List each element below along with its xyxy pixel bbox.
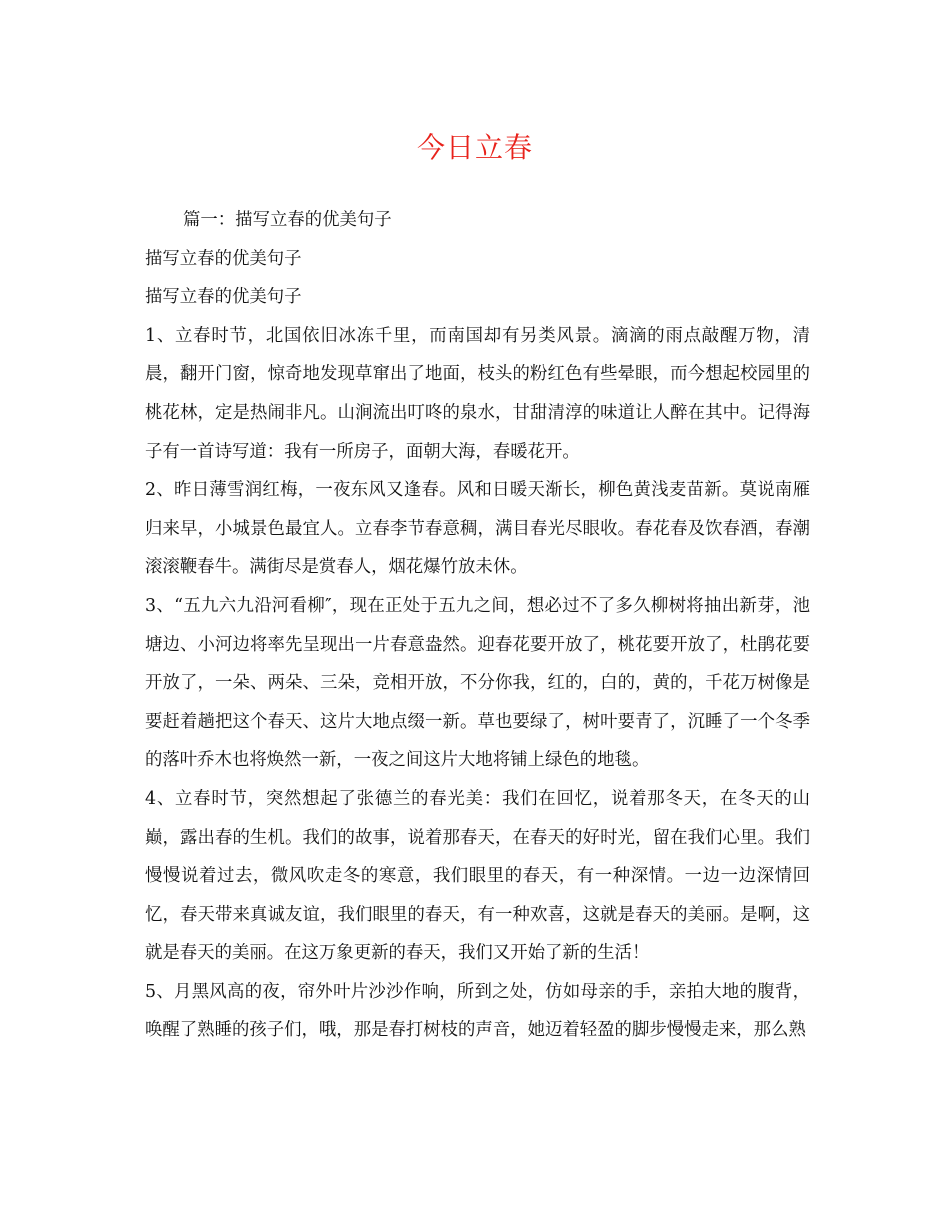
document-title: 今日立春	[416, 131, 533, 164]
document-body	[145, 201, 810, 1050]
subheading: 描写立春的优美句子	[145, 248, 302, 269]
paragraph: 3、“五九六九沿河看柳″，现在正处于五九之间，想必过不了多久柳树将抽出新芽，池塘边、小河边将率先呈现出一片春意盎然。迎春花要开放了，桃花要开放了，杜鹃花要开放了，一朵、两朵、三朵，竞相开放，不分你我，红的，白的，黄的，千花万树像是要赶着趟把这个春天、这片大地点缀一新。草也要绿了，树叶要青了，沉睡了一个冬季的落叶乔木也将焕然一新，一夜之间这片大地将铺上绿色的地毯。	[145, 595, 810, 771]
section-heading: 篇一：描写立春的优美句子	[183, 210, 392, 230]
paragraph: 2、昨日薄雪润红梅，一夜东风又逢春。风和日暖天渐长，柳色黄浅麦苗新。莫说南雁归来早，小城景色最宜人。立春李节春意稠，满目春光尽眼收。春花春及饮春酒，春潮滚滚鞭春牛。满街尽是赏春人，烟花爆竹放未休。	[145, 480, 810, 578]
subheading: 描写立春的优美句子	[145, 287, 302, 308]
paragraph: 1、立春时节，北国依旧冰冻千里，而南国却有另类风景。滴滴的雨点敲醒万物，清晨，翻开门窗，惊奇地发现草窜出了地面，枝头的粉红色有些晕眼，而今想起校园里的桃花林，定是热闹非凡。山涧流出叮咚的泉水，甘甜清淳的味道让人醉在其中。记得海子有一首诗写道：我有一所房子，面朝大海，春暖花开。	[145, 325, 810, 462]
paragraph: 4、立春时节，突然想起了张德兰的春光美：我们在回忆，说着那冬天，在冬天的山巅，露出春的生机。我们的故事，说着那春天，在春天的好时光，留在我们心里。我们慢慢说着过去，微风吹走冬的寒意，我们眼里的春天，有一种深情。一边一边深情回忆，春天带来真诚友谊，我们眼里的春天，有一种欢喜，这就是春天的美丽。是啊，这就是春天的美丽。在这万象更新的春天，我们又开始了新的生活！	[145, 788, 810, 964]
paragraph: 5、月黑风高的夜，帘外叶片沙沙作响，所到之处，仿如母亲的手，亲拍大地的腹背，唤醒了熟睡的孩子们，哦，那是春打树枝的声音，她迈着轻盈的脚步慢慢走来，那么熟	[145, 981, 810, 1041]
